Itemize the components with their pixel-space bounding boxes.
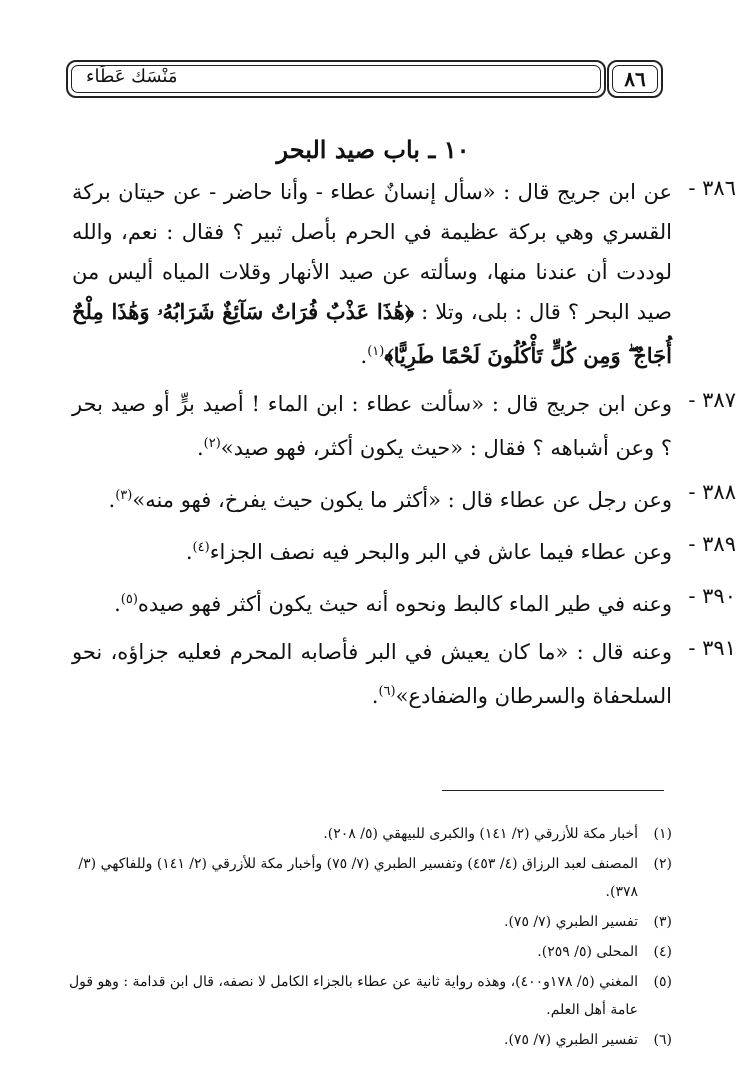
entry-body: وعن رجل عن عطاء قال : «أكثر ما يكون حيث يفرخ، فهو منه» — [132, 488, 672, 512]
entry-text — [72, 476, 672, 520]
footnote-number: (٥) — [653, 974, 672, 990]
footnote-4 — [66, 938, 672, 966]
entry-text — [72, 172, 672, 376]
entry-body: وعن عطاء فيما عاش في البر والبحر فيه نصف الجزاء — [209, 540, 672, 564]
footnote-ref: (٣) — [115, 488, 133, 503]
footnote-3 — [66, 908, 672, 936]
entry-end: . — [114, 592, 121, 616]
entry-388 — [72, 476, 736, 520]
footnote-number: (٣) — [653, 914, 672, 930]
footnote-text: المغني (٥/ ١٧٨و٤٠٠)، وهذه رواية ثانية عن عطاء بالجزاء الكامل لا نصفه، قال ابن قدامة : وهو قول عامة أهل العلم. — [68, 974, 638, 1018]
footnote-2 — [66, 850, 672, 906]
entry-body: وعن ابن جريج قال : «سألت عطاء : ابن الماء ! أصيد برٍّ أو صيد بحر ؟ وعن أشباهه ؟ فقال : «حيث يكون أكثر، فهو صيد» — [72, 392, 672, 460]
entry-end: . — [371, 684, 379, 708]
footnote-number: (٢) — [653, 856, 672, 872]
entry-number: ٣٩٠ - — [688, 584, 736, 608]
entry-number: ٣٨٧ - — [688, 388, 736, 412]
quran-verse: ﴿هَٰذَا عَذْبٌ فُرَاتٌ سَآئِغٌ شَرَابُهُۥ وَهَٰذَا مِلْحٌ أُجَاجٌ ۖ وَمِن كُلٍّ تَأْكُلُونَ لَحْمًا طَرِيًّا﴾ — [72, 299, 672, 368]
entry-number: ٣٩١ - — [688, 636, 736, 660]
entry-text — [72, 632, 672, 716]
entry-391 — [72, 632, 736, 716]
entry-text — [72, 580, 672, 624]
entry-body: عن ابن جريج قال : «سأل إنسانٌ عطاء - وأنا حاضر - عن حيتان بركة القسري وهي بركة عظيمة في الحرم بأصل ثبير ؟ فقال : نعم، والله لوددت أن عندنا منها، وسألته عن صيد الأنهار وقلات المياه أليس من صيد البحر ؟ قال : بلى، وتلا : — [72, 180, 672, 324]
entry-386 — [72, 172, 736, 376]
footnote-text: تفسير الطبري (٧/ ٧٥). — [504, 1032, 638, 1048]
footnote-text: المحلى (٥/ ٢٥٩). — [537, 944, 638, 960]
footnote-number: (١) — [653, 826, 672, 842]
footnote-number: (٤) — [653, 944, 672, 960]
entry-end: . — [360, 344, 368, 368]
footnote-text: تفسير الطبري (٧/ ٧٥). — [504, 914, 638, 930]
entry-387 — [72, 384, 736, 468]
footnote-ref: (٤) — [192, 540, 210, 555]
entry-text — [72, 528, 672, 572]
page-number: ٨٦ — [607, 60, 663, 98]
entry-end: . — [185, 540, 193, 564]
footnote-5 — [66, 968, 672, 1024]
entry-body: وعنه قال : «ما كان يعيش في البر فأصابه المحرم فعليه جزاؤه، نحو السلحفاة والسرطان والضفادع» — [72, 640, 672, 708]
footnote-ref: (٢) — [203, 436, 221, 451]
entry-end: . — [196, 436, 204, 460]
entry-end: . — [108, 488, 116, 512]
running-header-title: مَنْسَك عَطَاء — [86, 66, 178, 87]
entry-number: ٣٨٦ - — [688, 176, 736, 200]
entry-body: وعنه في طير الماء كالبط ونحوه أنه حيث يكون أكثر فهو صيده — [137, 592, 672, 616]
footnote-text: المصنف لعبد الرزاق (٤/ ٤٥٣) وتفسير الطبري (٧/ ٧٥) وأخبار مكة للأزرقي (٢/ ١٤١) وللفاكهي (٣/ ٣٧٨). — [78, 856, 638, 900]
footnotes-list — [66, 820, 672, 1056]
entry-389 — [72, 528, 736, 572]
footnote-6 — [66, 1026, 672, 1054]
footnote-ref: (٥) — [120, 592, 138, 607]
entry-text — [72, 384, 672, 468]
entries-list — [72, 172, 736, 724]
entry-390 — [72, 580, 736, 624]
footnote-ref: (٦) — [378, 684, 396, 699]
footnote-separator — [442, 790, 664, 791]
footnote-ref: (١) — [367, 344, 385, 359]
footnote-text: أخبار مكة للأزرقي (٢/ ١٤١) والكبرى للبيهقي (٥/ ٢٠٨). — [323, 826, 638, 842]
entry-number: ٣٨٨ - — [688, 480, 736, 504]
chapter-title: ١٠ ـ باب صيد البحر — [276, 135, 470, 164]
entry-number: ٣٨٩ - — [688, 532, 736, 556]
footnote-number: (٦) — [653, 1032, 672, 1048]
footnote-1 — [66, 820, 672, 848]
